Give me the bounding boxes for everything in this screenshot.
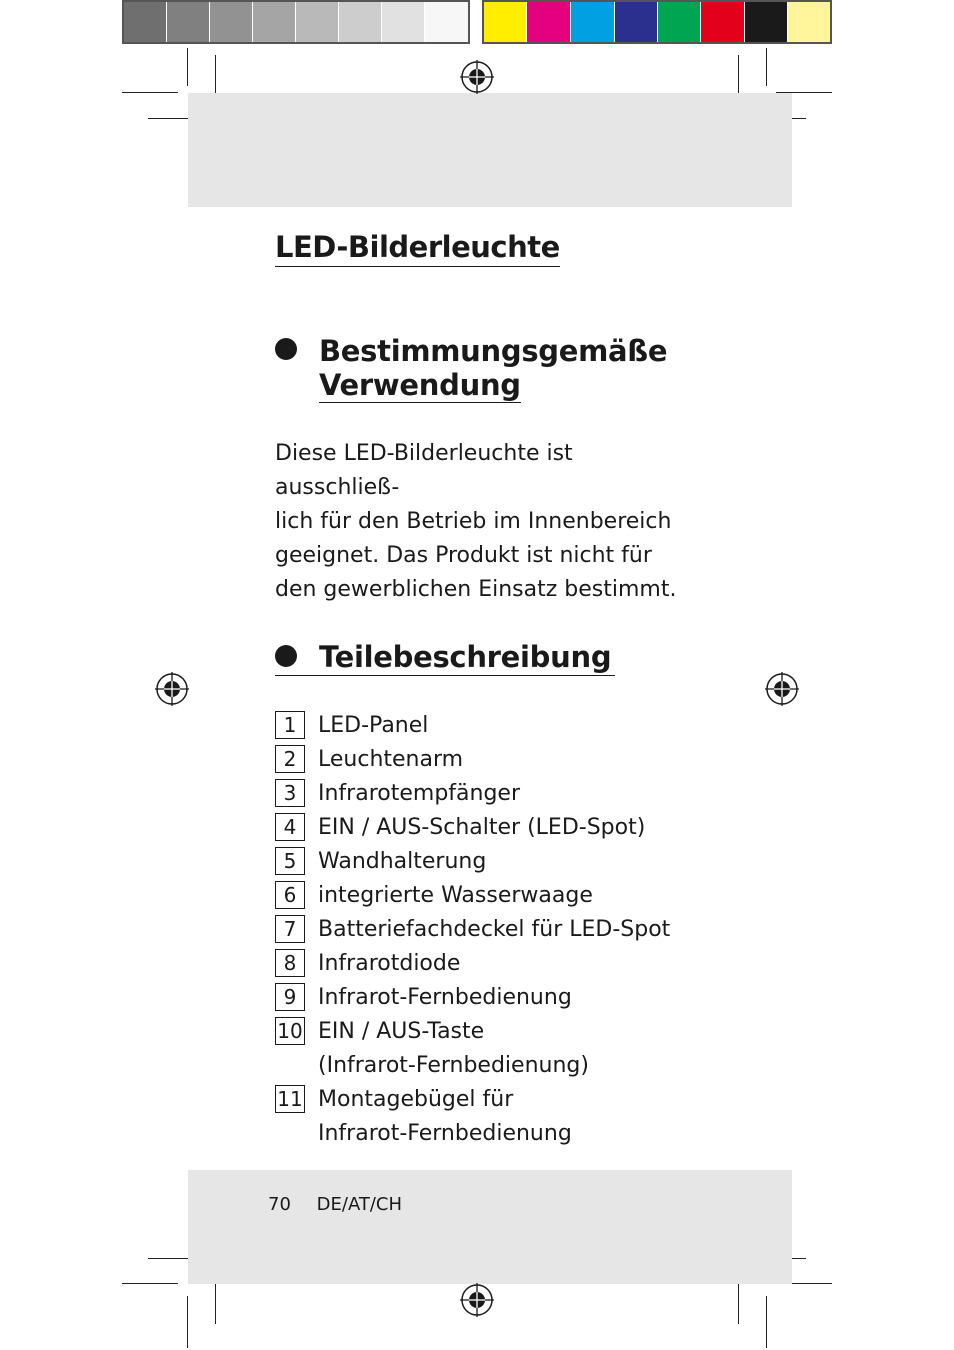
part-number: 5 <box>275 847 305 875</box>
page-number: 70 <box>268 1194 291 1215</box>
cyan-swatch <box>571 2 614 44</box>
registration-mark-icon <box>460 1283 494 1317</box>
grey-swatch-2 <box>167 2 209 44</box>
crop-mark <box>215 1278 216 1324</box>
registration-mark-icon <box>765 672 799 706</box>
list-item <box>275 811 715 845</box>
part-label: Wandhalterung <box>318 849 487 874</box>
registration-mark-icon <box>155 672 189 706</box>
part-label: Infrarotdiode <box>318 951 461 976</box>
list-item <box>275 981 715 1015</box>
section-heading-line2: Verwendung <box>319 368 521 402</box>
part-label: Leuchtenarm <box>318 747 464 772</box>
text-line: den gewerblichen Einsatz bestimmt. <box>275 577 677 602</box>
list-item <box>275 879 715 913</box>
part-label-line: (Infrarot-Fernbedienung) <box>318 1053 589 1078</box>
crop-mark <box>122 1283 178 1284</box>
list-item <box>275 947 715 981</box>
section-heading-line1: Bestimmungsgemäße <box>319 334 668 368</box>
grey-swatch-7 <box>382 2 424 44</box>
part-label: Infrarotempfänger <box>318 781 520 806</box>
crop-mark <box>766 48 767 86</box>
text-line: geeignet. Das Produkt ist nicht für <box>275 543 652 568</box>
intended-use-text <box>275 437 695 607</box>
part-number: 8 <box>275 949 305 977</box>
crop-mark <box>187 48 188 86</box>
grey-swatch-1 <box>124 2 166 44</box>
grey-swatch-4 <box>253 2 295 44</box>
grey-swatch-3 <box>210 2 252 44</box>
part-number: 10 <box>275 1017 305 1045</box>
list-item <box>275 1015 715 1083</box>
region-code: DE/AT/CH <box>316 1194 403 1215</box>
crop-mark <box>738 1278 739 1324</box>
header-band <box>188 93 792 207</box>
list-item <box>275 777 715 811</box>
part-number: 2 <box>275 745 305 773</box>
footer-band <box>188 1170 792 1284</box>
text-line: lich für den Betrieb im Innenbereich <box>275 509 672 534</box>
grey-swatch-5 <box>296 2 338 44</box>
part-number: 6 <box>275 881 305 909</box>
part-number: 11 <box>275 1085 305 1113</box>
list-item <box>275 709 715 743</box>
part-label: EIN / AUS-Schalter (LED-Spot) <box>318 815 646 840</box>
list-item <box>275 913 715 947</box>
part-label-line: EIN / AUS-Taste <box>318 1019 485 1044</box>
registration-mark-icon <box>460 60 494 94</box>
section-heading: Teilebeschreibung <box>319 640 612 674</box>
grey-swatch-6 <box>339 2 381 44</box>
part-number: 1 <box>275 711 305 739</box>
grey-swatch-8 <box>425 2 468 44</box>
light-yellow-swatch <box>788 2 830 44</box>
green-swatch <box>658 2 700 44</box>
list-item <box>275 845 715 879</box>
blue-swatch <box>615 2 657 44</box>
yellow-swatch <box>484 2 526 44</box>
part-number: 7 <box>275 915 305 943</box>
crop-mark <box>187 1296 188 1348</box>
bullet-icon <box>275 338 297 360</box>
part-label <box>318 1083 715 1151</box>
black-swatch <box>745 2 787 44</box>
part-label <box>318 1015 715 1083</box>
page-footer <box>268 1194 422 1215</box>
part-number: 4 <box>275 813 305 841</box>
magenta-swatch <box>527 2 570 44</box>
part-label: integrierte Wasserwaage <box>318 883 593 908</box>
part-label-line: Infrarot-Fernbedienung <box>318 1121 572 1146</box>
list-item <box>275 743 715 777</box>
part-number: 3 <box>275 779 305 807</box>
red-swatch <box>701 2 744 44</box>
part-label: Infrarot-Fernbedienung <box>318 985 572 1010</box>
part-label: LED-Panel <box>318 713 429 738</box>
text-line: Diese LED-Bilderleuchte ist ausschließ- <box>275 441 573 500</box>
parts-list <box>275 709 715 1151</box>
part-label: Batteriefachdeckel für LED-Spot <box>318 917 671 942</box>
crop-mark <box>766 1296 767 1348</box>
part-number: 9 <box>275 983 305 1011</box>
crop-mark <box>122 92 178 93</box>
list-item <box>275 1083 715 1151</box>
bullet-icon <box>275 645 297 667</box>
section-parts <box>275 640 615 676</box>
section-heading <box>319 334 667 402</box>
page-title: LED-Bilderleuchte <box>275 228 560 267</box>
part-label-line: Montagebügel für <box>318 1087 514 1112</box>
